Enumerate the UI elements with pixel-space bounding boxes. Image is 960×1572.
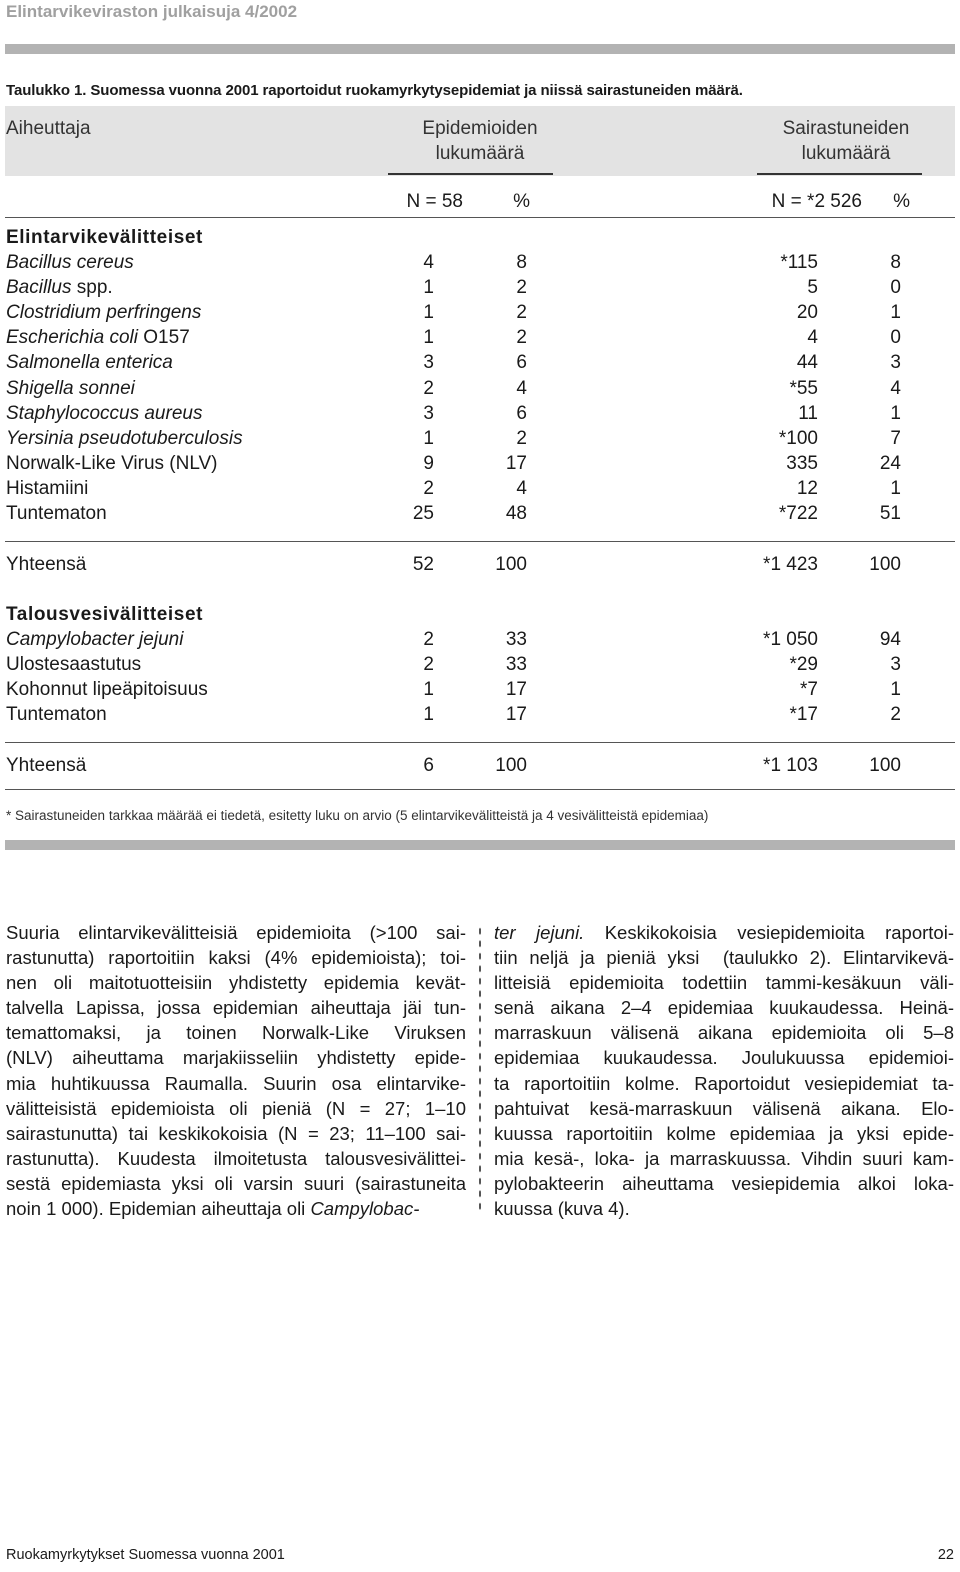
species-name: Salmonella enterica (6, 352, 173, 374)
table-row (0, 325, 960, 350)
text-line (6, 920, 466, 945)
table-row (0, 627, 960, 652)
text-run: senä aikana 2–4 epidemiaa kuukaudessa. Heinä- (494, 997, 954, 1019)
text-line (494, 1096, 954, 1121)
text-run: litteisiä epidemioita todettiin tammi-kesäkuun väli- (494, 972, 954, 994)
cause-name (6, 627, 183, 652)
cause-name (6, 350, 173, 375)
table-row (0, 250, 960, 275)
text-run: sestä epidemiasta yksi oli varsin suuri (sairastuneita (6, 1172, 466, 1194)
cell-p1: 4 (516, 477, 527, 499)
text-run: mia kesä-, loka- ja marraskuussa. Vihdin suuri kam- (494, 1147, 954, 1169)
text-run: kuussa raportoitiin kolme epidemiaa ja yksi epide- (494, 1122, 954, 1144)
cell-p2: 4 (890, 377, 901, 399)
body-text-right (494, 920, 954, 1221)
water-total-p2: 100 (869, 755, 901, 776)
cell-n1: 2 (423, 377, 434, 399)
column-divider (478, 925, 482, 1215)
species-name: Bacillus (6, 277, 72, 299)
cause-name (6, 250, 134, 275)
text-run: rastunutta) raportoitiin kaksi (4% epidemioista); toi- (6, 947, 466, 969)
pct-epidemics-header: % (513, 191, 530, 212)
cell-p2: 24 (879, 452, 901, 474)
italic-species: Campylobac- (310, 1198, 420, 1220)
food-total-n1: 52 (412, 554, 434, 575)
cell-p1: 6 (516, 402, 527, 424)
section-water-label: Talousvesivälitteiset (6, 604, 204, 625)
text-line (6, 1171, 466, 1196)
food-total-p2: 100 (869, 554, 901, 575)
cell-n1: 2 (423, 477, 434, 499)
col-cause-header: Aiheuttaja (6, 118, 91, 139)
text-run: marraskuun välisenä aikana epidemioita oli 5–8 (494, 1022, 954, 1044)
footer-title: Ruokamyrkytykset Suomessa vuonna 2001 (6, 1547, 285, 1563)
food-total-n2: *1 423 (763, 554, 818, 575)
cell-n1: 25 (412, 503, 434, 524)
table-row (0, 275, 960, 300)
cell-n2: 5 (807, 277, 818, 299)
cell-p1: 2 (516, 427, 527, 449)
cell-p2: 7 (890, 427, 901, 449)
cell-p2: 1 (890, 302, 901, 324)
text-line (494, 920, 954, 945)
text-line (494, 1020, 954, 1045)
cause-name (6, 702, 107, 727)
species-name: Bacillus cereus (6, 252, 134, 273)
rule-below-water-total (5, 789, 955, 790)
species-name: Clostridium perfringens (6, 302, 202, 324)
cause-name-rest: Ulostesaastutus (6, 654, 142, 676)
cell-n2: 335 (786, 452, 818, 474)
table-row (0, 652, 960, 677)
table-bottom-rule (5, 840, 955, 850)
text-run: pylobakteerin aiheuttama vesiepidemia alkoi loka- (494, 1172, 954, 1194)
table-row (0, 401, 960, 426)
rule-below-n (5, 217, 955, 218)
cause-name (6, 677, 208, 702)
cause-name (6, 501, 107, 526)
cell-p1: 4 (516, 377, 527, 399)
cause-name (6, 451, 218, 476)
water-total-row (0, 753, 960, 778)
cell-n1: 1 (423, 327, 434, 349)
text-run: Keskikokoisia vesiepidemioita raportoi- (584, 922, 954, 943)
cell-n2: *29 (789, 654, 818, 676)
cell-n2: 44 (796, 352, 818, 374)
table-caption: Taulukko 1. Suomessa vuonna 2001 raportoidut ruokamyrkytysepidemiat ja niissä sairastuneiden määrä. (6, 82, 743, 99)
cell-n2: *1 050 (763, 629, 818, 650)
text-run: välitteisistä epidemioista oli pieniä (N = 27; 1–10 (6, 1097, 466, 1119)
text-run: nen oli maitotuotteisiin yhdistetty epidemia kevät- (6, 972, 466, 994)
cell-n2: *722 (778, 503, 818, 524)
text-line (494, 945, 954, 970)
text-line (494, 1121, 954, 1146)
cause-name (6, 426, 243, 451)
cell-p1: 8 (516, 252, 527, 273)
cell-p1: 17 (505, 704, 527, 726)
cause-name-rest: Tuntematon (6, 704, 107, 726)
text-line (6, 1146, 466, 1171)
text-run: pahtuivat kesä-marraskuun välisenä aikana. Elo- (494, 1097, 954, 1119)
cell-p1: 2 (516, 277, 527, 299)
cell-n2: *115 (780, 252, 818, 273)
water-total-n2: *1 103 (763, 755, 818, 776)
cell-p1: 2 (516, 327, 527, 349)
text-line (494, 1171, 954, 1196)
cell-p2: 94 (879, 629, 901, 650)
cell-n2: *100 (778, 427, 818, 449)
table-row (0, 451, 960, 476)
cell-n1: 3 (423, 402, 434, 424)
col-epidemics-line2: lukumäärä (435, 143, 525, 164)
cell-n2: 11 (798, 402, 818, 424)
cause-name-rest: spp. (71, 277, 113, 299)
text-line (6, 1071, 466, 1096)
cause-name-rest: Tuntematon (6, 503, 107, 524)
water-total-p1: 100 (495, 755, 527, 776)
cell-p2: 3 (890, 654, 901, 676)
top-rule (5, 44, 955, 54)
table-footnote: * Sairastuneiden tarkkaa määrää ei tiedetä, esitetty luku on arvio (5 elintarvikevälitteistä ja 4 vesivälitteistä epidemiaa) (6, 808, 709, 823)
cell-n1: 1 (423, 427, 434, 449)
text-run: (NLV) aiheuttama marjakiisseliin yhdistetty epide- (6, 1047, 466, 1069)
cell-n2: 12 (796, 477, 818, 499)
col-epidemics-header (380, 116, 580, 166)
water-total-label: Yhteensä (6, 755, 87, 776)
text-line (494, 1071, 954, 1096)
text-line (6, 1121, 466, 1146)
cell-p2: 1 (890, 477, 901, 499)
cause-name-rest: Histamiini (6, 477, 89, 499)
cell-p1: 33 (505, 654, 527, 676)
text-run: temattomaksi, ja toinen Norwalk-Like Viruksen (6, 1022, 466, 1044)
text-line (6, 1196, 466, 1221)
cell-n2: *17 (789, 704, 818, 726)
text-line (6, 1096, 466, 1121)
text-line (6, 1045, 466, 1070)
cell-p2: 51 (879, 503, 901, 524)
cause-name (6, 401, 202, 426)
publication-header: Elintarvikeviraston julkaisuja 4/2002 (6, 2, 298, 21)
cell-p1: 6 (516, 352, 527, 374)
cause-name (6, 652, 141, 677)
cell-n2: 4 (807, 327, 818, 349)
col-sick-header (746, 116, 946, 166)
text-line (6, 945, 466, 970)
text-run: epidemiaa kuukaudessa. Joulukuussa epidemioi- (494, 1047, 954, 1069)
n-row (0, 189, 960, 214)
body-text-left (6, 920, 466, 1221)
text-line (6, 995, 466, 1020)
text-run: tiin neljä ja pieniä yksi (taulukko 2). Elintarvikevä- (494, 947, 954, 969)
col-epidemics-underline (388, 173, 553, 175)
text-line (494, 995, 954, 1020)
cell-p2: 0 (890, 277, 901, 299)
cell-p2: 1 (890, 402, 901, 424)
text-line (494, 1146, 954, 1171)
species-name: Shigella sonnei (6, 377, 135, 399)
cell-n1: 1 (423, 277, 434, 299)
cell-p2: 8 (890, 252, 901, 273)
species-name: Yersinia pseudotuberculosis (6, 427, 243, 449)
cell-n1: 1 (423, 704, 434, 726)
section-food-label: Elintarvikevälitteiset (6, 227, 203, 248)
cell-p1: 17 (505, 452, 527, 474)
food-total-row (0, 552, 960, 577)
cell-n2: *7 (800, 679, 818, 701)
page-number: 22 (937, 1547, 954, 1563)
text-run: noin 1 000). Epidemian aiheuttaja oli (6, 1198, 311, 1220)
cell-n1: 4 (423, 252, 434, 273)
cell-n1: 2 (423, 629, 434, 650)
cell-p1: 17 (505, 679, 527, 701)
table-row (0, 702, 960, 727)
col-epidemics-line1: Epidemioiden (422, 118, 538, 139)
cell-p1: 48 (505, 503, 527, 524)
cause-name (6, 300, 201, 325)
text-line (494, 970, 954, 995)
table-row (0, 376, 960, 401)
n-epidemics: N = 58 (406, 191, 463, 212)
food-total-p1: 100 (495, 554, 527, 575)
section-water (0, 602, 960, 627)
species-name: Staphylococcus aureus (6, 402, 203, 424)
pct-sick-header: % (893, 191, 910, 212)
cause-name-rest: Kohonnut lipeäpitoisuus (6, 679, 208, 701)
italic-species: ter jejuni. (494, 922, 585, 943)
cell-p2: 1 (890, 679, 901, 701)
table-row (0, 300, 960, 325)
section-food (0, 225, 960, 250)
text-line (494, 1045, 954, 1070)
text-run: kuussa (kuva 4). (494, 1198, 630, 1220)
n-sick: N = *2 526 (771, 191, 862, 212)
cell-p2: 0 (890, 327, 901, 349)
cell-p2: 3 (890, 352, 901, 374)
species-name: Campylobacter jejuni (6, 629, 184, 650)
cause-name (6, 376, 135, 401)
text-run: mia huhtikuussa Raumalla. Suurin osa elintarvike- (6, 1072, 466, 1094)
food-total-label: Yhteensä (6, 554, 87, 575)
col-sick-line1: Sairastuneiden (782, 118, 910, 139)
cell-p1: 2 (516, 302, 527, 324)
text-line (6, 1020, 466, 1045)
table-row (0, 426, 960, 451)
cell-n1: 9 (423, 452, 434, 474)
text-run: rastunutta). Kuudesta ilmoitetusta talousvesivälittei- (6, 1147, 466, 1169)
table-row (0, 350, 960, 375)
cause-name (6, 476, 88, 501)
water-total-n1: 6 (423, 755, 434, 776)
species-name: Escherichia coli (6, 327, 138, 349)
cell-p2: 2 (890, 704, 901, 726)
text-line (494, 1196, 954, 1221)
table-row (0, 476, 960, 501)
cell-p1: 33 (505, 629, 527, 650)
text-run: sairastunutta) tai keskikokoisia (N = 23; 11–100 sai- (6, 1122, 466, 1144)
text-run: talvella Lapissa, jossa epidemian aiheuttaja jäi tun- (6, 997, 466, 1019)
cause-name (6, 275, 113, 300)
cell-n1: 3 (423, 352, 434, 374)
col-sick-line2: lukumäärä (801, 143, 891, 164)
cause-name-rest: Norwalk-Like Virus (NLV) (6, 452, 218, 474)
rule-above-water-total (5, 742, 955, 743)
cell-n2: 20 (796, 302, 818, 324)
cell-n1: 2 (423, 654, 434, 676)
col-sick-underline (757, 173, 922, 175)
rule-above-food-total (5, 541, 955, 542)
text-run: Suuria elintarvikevälitteisiä epidemioita (>100 sai- (6, 922, 466, 943)
table-row (0, 501, 960, 526)
cause-name (6, 325, 190, 350)
cause-name-rest: O157 (138, 327, 190, 349)
text-run: ta raportoitiin kolme. Raportoidut vesiepidemiat ta- (494, 1072, 954, 1094)
cell-n1: 1 (423, 679, 434, 701)
table-row (0, 677, 960, 702)
cell-n1: 1 (423, 302, 434, 324)
text-line (6, 970, 466, 995)
cell-n2: *55 (789, 377, 818, 399)
